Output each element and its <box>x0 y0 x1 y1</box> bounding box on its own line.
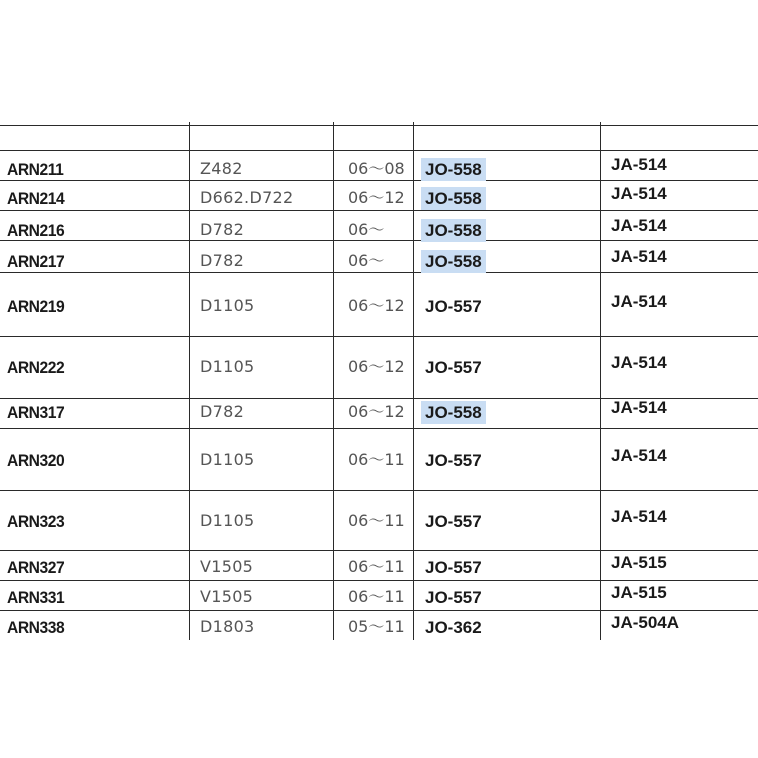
model-cell: ARN338 <box>7 618 65 637</box>
model-cell: ARN219 <box>7 297 65 316</box>
model-cell: ARN217 <box>7 252 65 271</box>
row-divider <box>0 272 758 273</box>
ja-part-cell: JA-515 <box>611 583 667 602</box>
jo-part-cell: JO-558 <box>421 401 486 424</box>
row-divider <box>0 490 758 491</box>
model-cell: ARN320 <box>7 451 65 470</box>
jo-part-cell: JO-362 <box>425 618 482 637</box>
row-divider <box>0 150 758 151</box>
column-divider <box>189 122 190 640</box>
ja-part-cell: JA-514 <box>611 507 667 526</box>
model-cell: ARN327 <box>7 558 65 577</box>
row-divider <box>0 180 758 181</box>
engine-cell: V1505 <box>200 557 254 576</box>
column-divider <box>413 122 414 640</box>
row-divider <box>0 336 758 337</box>
year-cell: 06～ <box>348 251 385 270</box>
ja-part-cell: JA-514 <box>611 184 667 203</box>
engine-cell: Z482 <box>200 159 243 178</box>
parts-table <box>0 118 758 640</box>
jo-part-cell: JO-557 <box>425 451 482 470</box>
ja-part-cell: JA-514 <box>611 216 667 235</box>
jo-part-cell: JO-557 <box>425 358 482 377</box>
year-cell: 06～12 <box>348 188 405 207</box>
jo-part-cell: JO-558 <box>421 187 486 210</box>
jo-part-cell: JO-558 <box>421 219 486 242</box>
ja-part-cell: JA-514 <box>611 398 667 417</box>
engine-cell: D1105 <box>200 511 255 530</box>
model-cell: ARN331 <box>7 588 65 607</box>
row-divider <box>0 240 758 241</box>
model-cell: ARN317 <box>7 403 65 422</box>
year-cell: 06～12 <box>348 402 405 421</box>
year-cell: 06～11 <box>348 450 405 469</box>
column-divider <box>600 122 601 640</box>
jo-part-cell: JO-557 <box>425 588 482 607</box>
model-cell: ARN214 <box>7 189 65 208</box>
engine-cell: D1105 <box>200 296 255 315</box>
ja-part-cell: JA-514 <box>611 446 667 465</box>
year-cell: 06～12 <box>348 357 405 376</box>
jo-part-cell: JO-557 <box>425 512 482 531</box>
year-cell: 05～11 <box>348 617 405 636</box>
year-cell: 06～ <box>348 220 385 239</box>
row-divider <box>0 210 758 211</box>
model-cell: ARN211 <box>7 160 64 179</box>
year-cell: 06～11 <box>348 587 405 606</box>
engine-cell: D1105 <box>200 357 255 376</box>
row-divider <box>0 550 758 551</box>
year-cell: 06～11 <box>348 511 405 530</box>
ja-part-cell: JA-514 <box>611 247 667 266</box>
model-cell: ARN222 <box>7 358 65 377</box>
year-cell: 06～08 <box>348 159 405 178</box>
row-divider <box>0 610 758 611</box>
ja-part-cell: JA-514 <box>611 155 667 174</box>
ja-part-cell: JA-504A <box>611 613 680 632</box>
ja-part-cell: JA-515 <box>611 553 667 572</box>
engine-cell: D662.D722 <box>200 188 294 207</box>
engine-cell: D782 <box>200 220 245 239</box>
year-cell: 06～12 <box>348 296 405 315</box>
row-divider <box>0 125 758 126</box>
column-divider <box>333 122 334 640</box>
row-divider <box>0 428 758 429</box>
row-divider <box>0 580 758 581</box>
jo-part-cell: JO-558 <box>421 250 486 273</box>
jo-part-cell: JO-557 <box>425 558 482 577</box>
jo-part-cell: JO-557 <box>425 297 482 316</box>
year-cell: 06～11 <box>348 557 405 576</box>
ja-part-cell: JA-514 <box>611 353 667 372</box>
model-cell: ARN216 <box>7 221 65 240</box>
engine-cell: D1803 <box>200 617 255 636</box>
ja-part-cell: JA-514 <box>611 292 667 311</box>
engine-cell: D1105 <box>200 450 255 469</box>
engine-cell: D782 <box>200 402 245 421</box>
engine-cell: V1505 <box>200 587 254 606</box>
engine-cell: D782 <box>200 251 245 270</box>
model-cell: ARN323 <box>7 512 65 531</box>
jo-part-cell: JO-558 <box>421 158 486 181</box>
